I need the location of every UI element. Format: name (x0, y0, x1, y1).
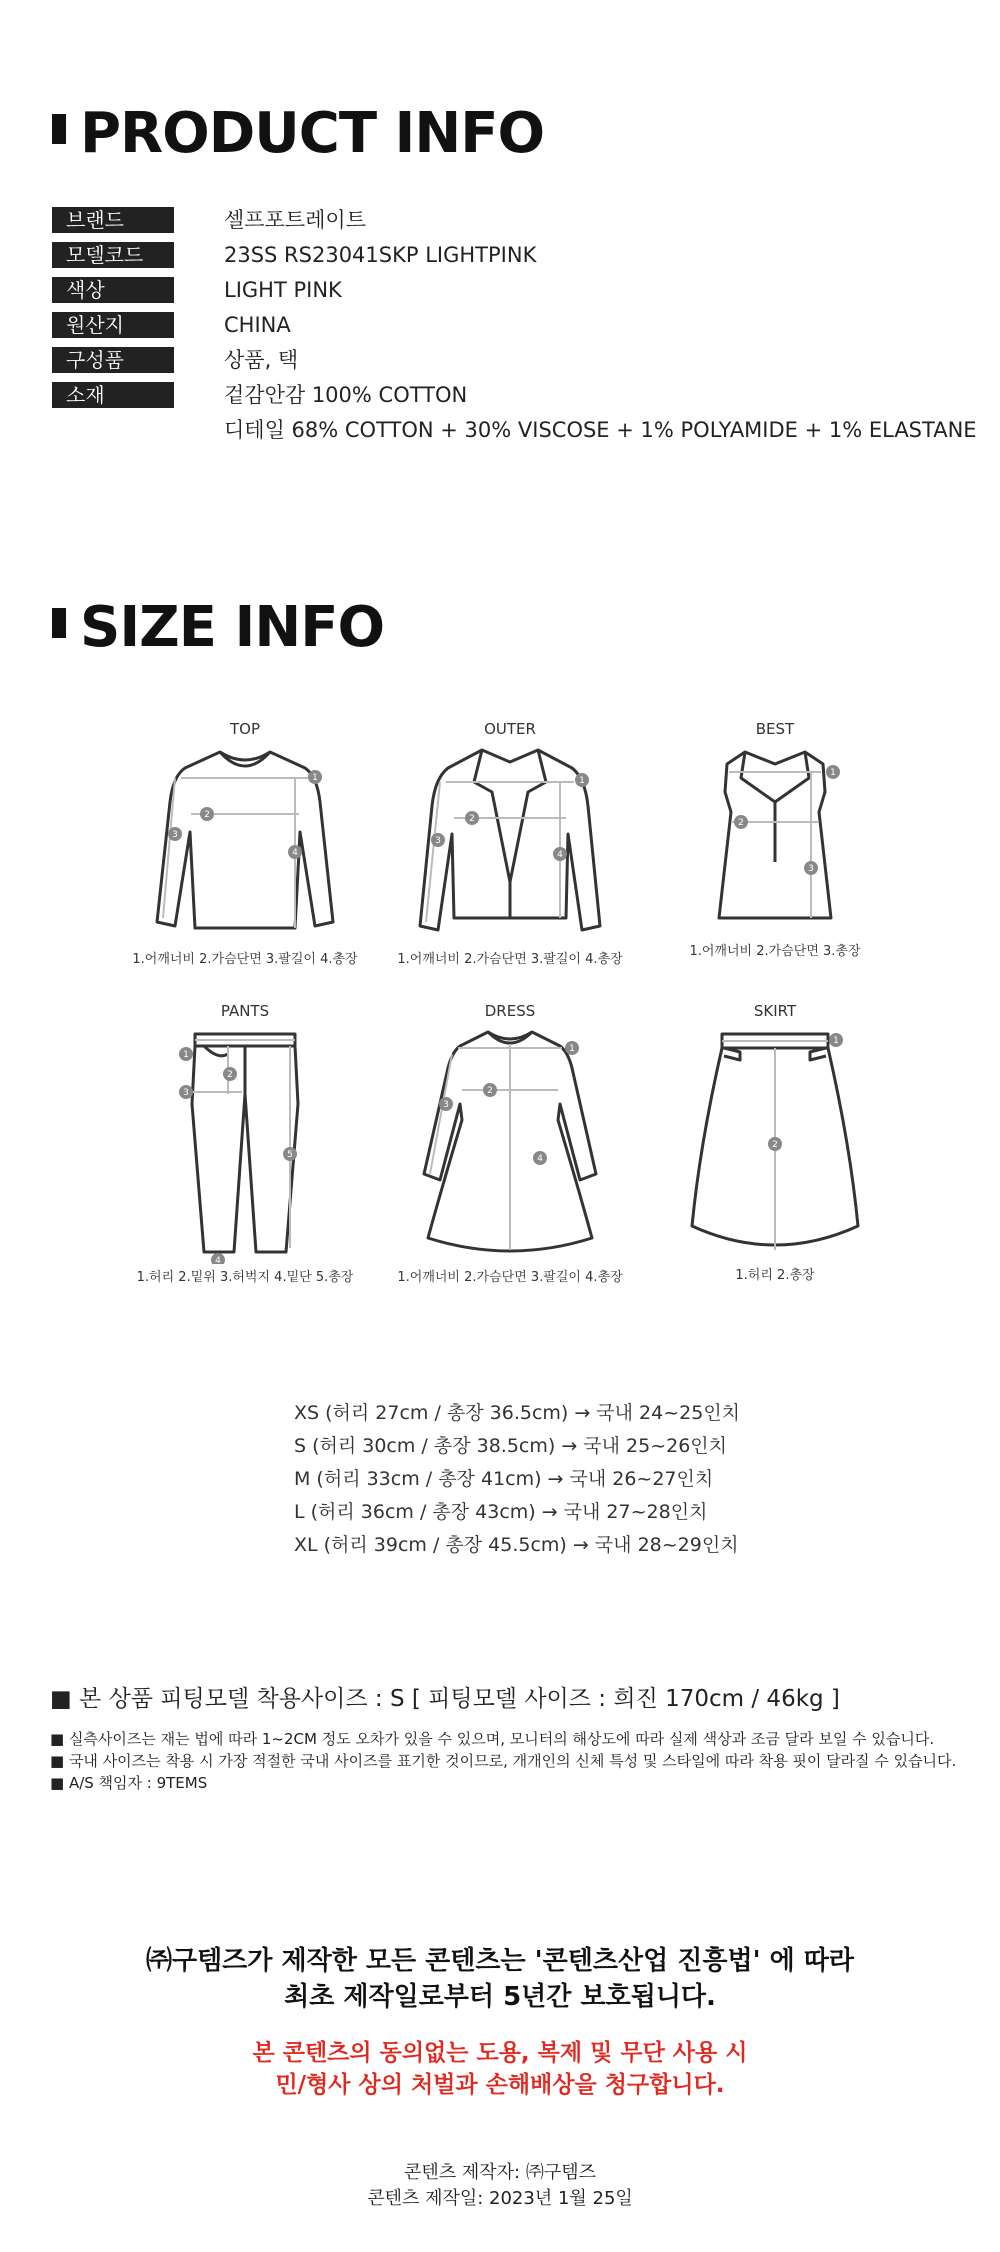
pants-diagram (170, 1024, 320, 1264)
copyright-warning-2: 민/형사 상의 처벌과 손해배상을 청구합니다. (275, 2072, 725, 2098)
best-diagram (685, 742, 865, 932)
svg-text:3: 3 (435, 836, 441, 846)
info-row-color (52, 275, 972, 305)
info-value: LIGHT PINK (224, 278, 342, 302)
garment-name: OUTER (484, 720, 536, 738)
info-row-brand (52, 205, 972, 235)
heading-bar (52, 114, 66, 144)
svg-text:4: 4 (292, 848, 298, 858)
size-line-xs: XS (허리 27cm / 총장 36.5cm) → 국내 24~25인치 (294, 1402, 741, 1424)
content-maker: 콘텐츠 제작자: ㈜구템즈 (404, 2162, 596, 2183)
info-row-origin (52, 310, 972, 340)
heading-bar (52, 608, 66, 638)
outer-diagram (410, 742, 610, 942)
product-info-title-reflection (80, 156, 544, 178)
info-row-components (52, 345, 972, 375)
garment-name: DRESS (484, 1002, 536, 1020)
svg-text:4: 4 (557, 850, 563, 860)
svg-text:2: 2 (738, 818, 744, 828)
info-label: 브랜드 (52, 207, 174, 233)
info-label: 원산지 (52, 312, 174, 338)
info-value: 겉감안감 100% COTTON (224, 383, 468, 407)
info-row-model-code (52, 240, 972, 270)
svg-text:3: 3 (808, 864, 814, 874)
info-label: 구성품 (52, 347, 174, 373)
fitting-model-info: ■ 본 상품 피팅모델 착용사이즈 : S [ 피팅모델 사이즈 : 희진 170cm / 46kg ] (50, 1686, 840, 1712)
garment-desc: 1.어깨너비 2.가슴단면 3.팔길이 4.총장 (397, 1270, 623, 1285)
garment-dress (395, 1000, 625, 1290)
size-line-xl: XL (허리 39cm / 총장 45.5cm) → 국내 28~29인치 (294, 1534, 739, 1556)
info-label: 색상 (52, 277, 174, 303)
garment-desc: 1.어깨너비 2.가슴단면 3.팔길이 4.총장 (132, 952, 358, 967)
garment-desc: 1.허리 2.총장 (735, 1268, 815, 1283)
info-row-material-detail (52, 415, 977, 445)
copyright-warning-1: 본 콘텐츠의 동의없는 도용, 복제 및 무단 사용 시 (252, 2040, 748, 2066)
product-info-title: PRODUCT INFO (80, 101, 545, 166)
info-label: 소재 (52, 382, 174, 408)
garment-pants (130, 1000, 360, 1290)
info-value: 23SS RS23041SKP LIGHTPINK (224, 243, 537, 267)
size-info-heading (52, 595, 552, 684)
dress-diagram (410, 1024, 610, 1264)
svg-text:3: 3 (172, 830, 178, 840)
info-value: 셀프포트레이트 (224, 208, 367, 232)
copyright-line-2: 최초 제작일로부터 5년간 보호됩니다. (284, 1982, 716, 2012)
garment-name: SKIRT (753, 1002, 797, 1020)
size-line-l: L (허리 36cm / 총장 43cm) → 국내 27~28인치 (294, 1501, 708, 1523)
svg-text:1: 1 (833, 1036, 839, 1046)
info-label: 모델코드 (52, 242, 174, 268)
garment-name: TOP (229, 720, 260, 738)
garment-name: BEST (755, 720, 795, 738)
svg-text:3: 3 (183, 1088, 189, 1098)
svg-text:2: 2 (772, 1140, 778, 1150)
size-info-title: SIZE INFO (80, 595, 385, 660)
svg-text:3: 3 (443, 1100, 449, 1110)
note-domestic-size: ■ 국내 사이즈는 착용 시 가장 적절한 국내 사이즈를 표기한 것이므로, 개개인의 신체 특성 및 스타일에 따라 착용 핏이 달라질 수 있습니다. (50, 1752, 957, 1770)
svg-text:4: 4 (537, 1154, 543, 1164)
svg-text:1: 1 (830, 768, 836, 778)
svg-text:1: 1 (569, 1044, 575, 1054)
svg-text:2: 2 (227, 1070, 233, 1080)
garment-outer (395, 718, 625, 968)
size-line-s: S (허리 30cm / 총장 38.5cm) → 국내 25~26인치 (294, 1435, 728, 1457)
product-info-heading (52, 101, 552, 190)
svg-text:1: 1 (183, 1050, 189, 1060)
size-line-m: M (허리 33cm / 총장 41cm) → 국내 26~27인치 (294, 1468, 714, 1490)
garment-desc: 1.허리 2.밑위 3.허벅지 4.밑단 5.총장 (136, 1270, 354, 1285)
copyright-line-1: ㈜구템즈가 제작한 모든 콘텐츠는 '콘텐츠산업 진흥법' 에 따라 (145, 1946, 855, 1976)
svg-text:2: 2 (487, 1086, 493, 1096)
garment-desc: 1.어깨너비 2.가슴단면 3.팔길이 4.총장 (397, 952, 623, 967)
svg-text:5: 5 (287, 1150, 293, 1160)
size-info-title-reflection (80, 650, 384, 672)
svg-text:2: 2 (204, 810, 210, 820)
top-diagram (145, 742, 345, 942)
garment-desc: 1.어깨너비 2.가슴단면 3.총장 (689, 944, 861, 959)
note-as-manager: ■ A/S 책임자 : 9TEMS (50, 1774, 208, 1792)
note-measurement: ■ 실측사이즈는 재는 법에 따라 1~2CM 정도 오차가 있을 수 있으며, 모니터의 해상도에 따라 실제 색상과 조금 달라 보일 수 있습니다. (50, 1730, 935, 1748)
garment-top (130, 718, 360, 968)
info-value: CHINA (224, 313, 291, 337)
svg-text:4: 4 (215, 1256, 221, 1264)
svg-text:1: 1 (312, 773, 318, 783)
info-value: 디테일 68% COTTON + 30% VISCOSE + 1% POLYAMIDE + 1% ELASTANE (224, 418, 977, 442)
info-row-material (52, 380, 972, 410)
svg-text:1: 1 (579, 776, 585, 786)
garment-skirt (660, 1000, 890, 1290)
garment-best (660, 718, 890, 958)
skirt-diagram (680, 1024, 870, 1264)
content-date: 콘텐츠 제작일: 2023년 1월 25일 (367, 2188, 633, 2209)
info-value: 상품, 택 (224, 348, 299, 372)
svg-text:2: 2 (469, 814, 475, 824)
garment-name: PANTS (220, 1002, 270, 1020)
